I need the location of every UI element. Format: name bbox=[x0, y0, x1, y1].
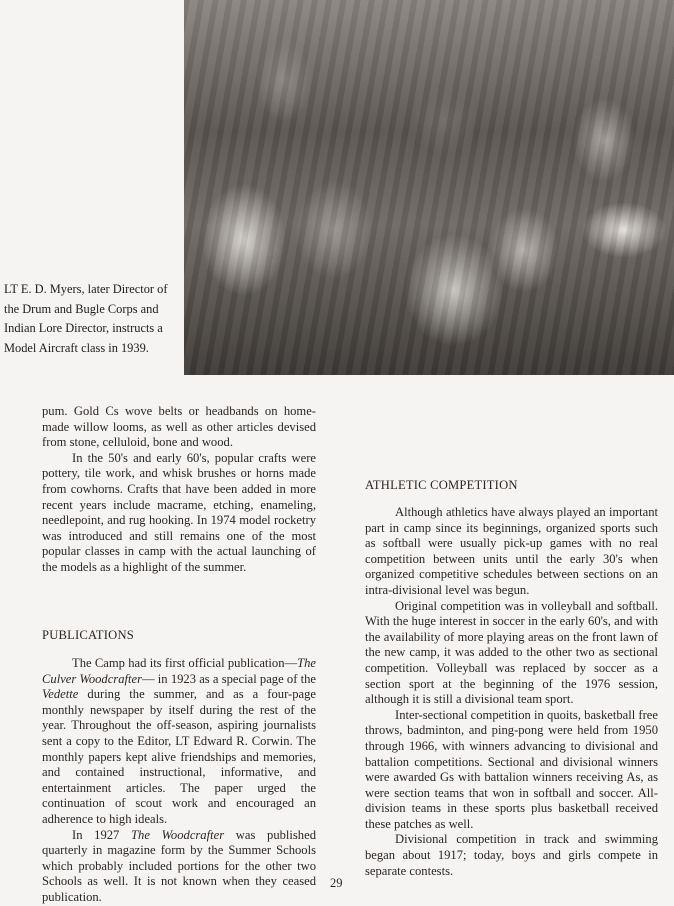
text-run: The Camp had its first official publication— bbox=[72, 656, 298, 670]
athletic-paragraph: Although athletics have always played an important part in camp since its beginnings, organized sports such as softball were usually pick-up games with no real competition between units until the early 30's when organized competitive schedules between sections on an intra-divisional level was begun. bbox=[365, 505, 658, 597]
photo-texture bbox=[184, 0, 674, 375]
publication-title: The Culver Woodcrafter bbox=[42, 656, 316, 686]
athletic-section bbox=[365, 505, 658, 879]
crafts-paragraph: In the 50's and early 60's, popular crafts were pottery, tile work, and whisk brushes or horns made from cowhorns. Crafts that have been added in more recent years include macrame, etching, enameling, needlepoint, and rug hooking. In 1974 model rocketry was introduced and still remains one of the most popular classes in camp with the actual launching of the models as a highlight of the summer. bbox=[42, 450, 316, 574]
publication-title: Vedette bbox=[42, 687, 79, 702]
text-run: was published quarterly in magazine form by the Summer Schools which probably included portions for the other two Schools as well. It is not known when they ceased publication. bbox=[42, 827, 316, 904]
photo-caption: LT E. D. Myers, later Director of the Drum and Bugle Corps and Indian Lore Director, instructs a Model Aircraft class in 1939. bbox=[4, 282, 168, 355]
publications-section bbox=[42, 656, 316, 906]
athletic-paragraph: Divisional competition in track and swimming began about 1917; today, boys and girls compete in separate contests. bbox=[365, 832, 658, 878]
page-number: 29 bbox=[330, 876, 343, 890]
athletic-paragraph: Inter-sectional competition in quoits, basketball free throws, badminton, and ping-pong were held from 1950 through 1966, with winners advancing to divisional and battalion competitions. Sectional and divisional winners were awarded Gs with battalion winners receiving As, as were section teams that won in softball and soccer. All-division teams in these sports plus basketball received these patches as well. bbox=[365, 707, 658, 831]
crafts-paragraph: pum. Gold Cs wove belts or headbands on home-made willow looms, as well as other articles devised from stone, celluloid, bone and wood. bbox=[42, 404, 316, 450]
athletic-paragraph: Original competition was in volleyball and softball. With the huge interest in soccer in the early 60's, and with the availability of more playing areas on the front lawn of the new camp, it was added to the other two as sectional competition. Volleyball was replaced by soccer as a section sport at the beginning of the 1976 session, although it is still a divisional team sport. bbox=[365, 598, 658, 707]
crafts-section bbox=[42, 404, 316, 576]
model-aircraft-class-photo bbox=[184, 0, 674, 375]
publications-paragraph bbox=[42, 828, 316, 906]
publication-title: The Woodcrafter bbox=[131, 827, 225, 842]
text-run: — in 1923 as a special page of the bbox=[142, 671, 316, 686]
text-run: In 1927 bbox=[72, 827, 132, 842]
athletic-competition-heading: ATHLETIC COMPETITION bbox=[365, 478, 518, 492]
publications-heading: PUBLICATIONS bbox=[42, 628, 134, 642]
text-run: during the summer, and as a four-page monthly newspaper by itself during the rest of the year. Throughout the off-season, aspiring journalists sent a copy to the Editor, LT Edward R. Corwin. The monthly papers kept alive friendships and memories, and contained instructional, informative, and entertainment articles. The paper urged the continuation of scout work and encouraged an adherence to high ideals. bbox=[42, 687, 316, 826]
publications-paragraph bbox=[42, 656, 316, 828]
